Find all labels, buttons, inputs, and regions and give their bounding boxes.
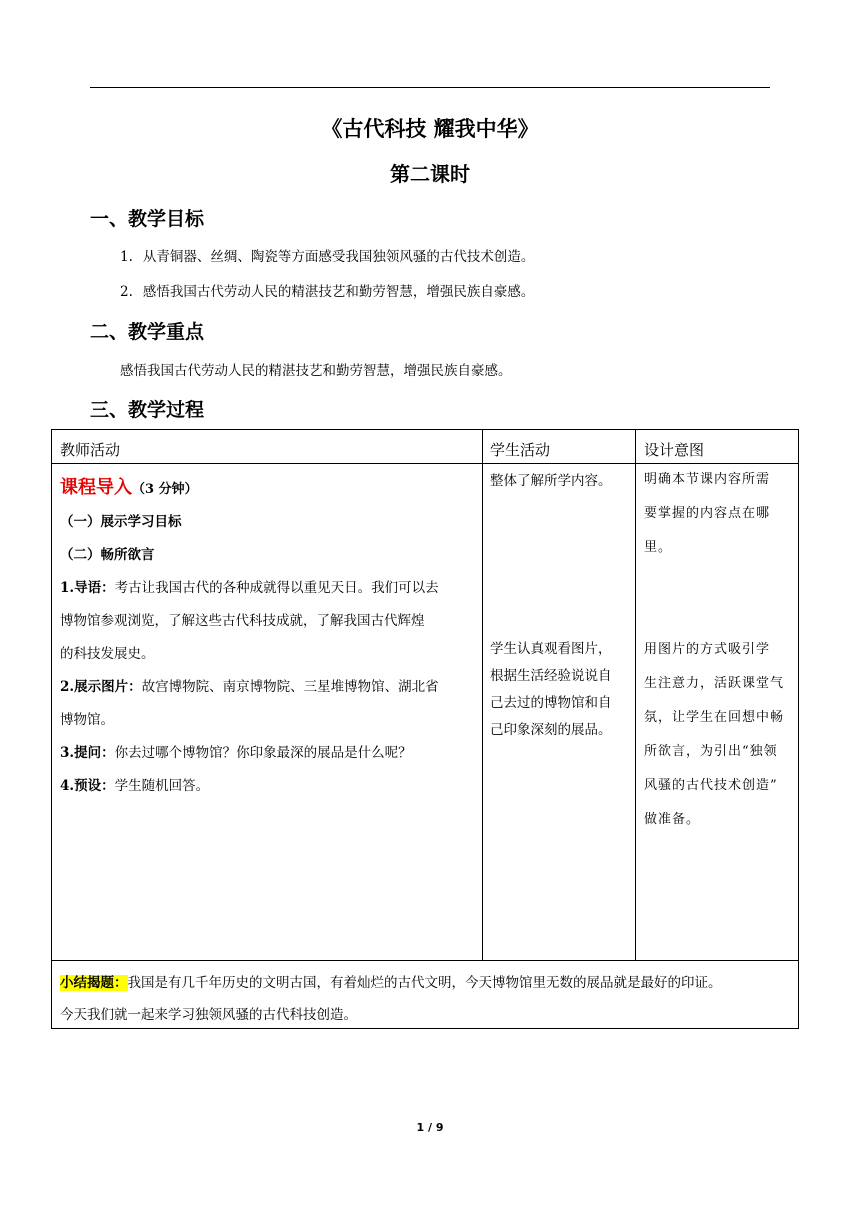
design-text-line: 用图片的方式吸引学 xyxy=(644,642,771,657)
page-indicator: 1 / 9 xyxy=(416,1121,444,1134)
header-student-activity: 学生活动 xyxy=(490,441,551,459)
goal-text: 从青铜器、丝绸、陶瓷等方面感受我国独领风骚的古代技术创造。 xyxy=(142,249,535,265)
student-text-line: 己去过的博物馆和自 xyxy=(490,695,612,711)
header-design-intent: 设计意图 xyxy=(644,441,705,459)
student-activity-block: 整体了解所学内容。 xyxy=(490,473,612,489)
intro-text-line: 考古让我国古代的各种成就得以重见天日。我们可以去 xyxy=(114,580,439,596)
section-heading-process: 三、教学过程 xyxy=(90,399,205,421)
design-text-line: 里。 xyxy=(644,540,673,555)
preset-text: 学生随机回答。 xyxy=(114,778,210,794)
show-pictures-paragraph xyxy=(60,671,476,704)
design-text-line: 要掌握的内容点在哪 xyxy=(644,506,771,521)
lead-in-heading xyxy=(60,471,476,506)
goal-number: 1. xyxy=(120,249,133,265)
intro-text-line: 博物馆参观浏览，了解这些古代科技成就，了解我国古代辉煌 xyxy=(60,613,425,629)
lead-in-title: 课程导入 xyxy=(60,477,132,498)
process-table xyxy=(51,429,799,1029)
preset-label: 4.预设： xyxy=(60,778,115,794)
student-text-line: 己印象深刻的展品。 xyxy=(490,722,612,738)
summary-row xyxy=(60,967,798,1031)
section-heading-goals: 一、教学目标 xyxy=(90,208,205,230)
goal-text: 感悟我国古代劳动人民的精湛技艺和勤劳智慧，增强民族自豪感。 xyxy=(142,284,535,300)
column-divider xyxy=(482,430,483,960)
question-label: 3.提问： xyxy=(60,745,115,761)
document-subtitle: 第二课时 xyxy=(390,162,470,186)
student-activity-block xyxy=(490,636,636,744)
summary-line xyxy=(60,967,798,999)
step-show-goals: （一）展示学习目标 xyxy=(60,514,182,530)
design-text-line: 所欲言，为引出“独领 xyxy=(644,744,778,759)
show-pictures-text-line: 故宫博物院、南京博物院、三星堆博物馆、湖北省 xyxy=(141,679,439,695)
teacher-activity-cell xyxy=(60,471,476,803)
intro-text-line: 的科技发展史。 xyxy=(60,646,155,662)
design-text-line: 做准备。 xyxy=(644,812,701,827)
intro-paragraph xyxy=(60,572,476,605)
show-pictures-text-line: 博物馆。 xyxy=(60,712,114,728)
design-text-line: 氛，让学生在回想中畅 xyxy=(644,710,785,725)
design-text-line: 明确本节课内容所需 xyxy=(644,472,771,487)
student-text-line: 学生认真观看图片， xyxy=(490,641,612,657)
question-paragraph xyxy=(60,737,476,770)
header-teacher-activity: 教师活动 xyxy=(60,441,121,459)
goal-number: 2. xyxy=(120,284,133,300)
lead-in-duration: （3 分钟） xyxy=(132,482,198,497)
design-intent-block xyxy=(644,463,790,565)
design-text-line: 生注意力，活跃课堂气 xyxy=(644,676,785,691)
summary-row-divider xyxy=(52,960,798,961)
student-text-line: 根据生活经验说说自 xyxy=(490,668,612,684)
header-rule xyxy=(90,87,770,88)
design-intent-block xyxy=(644,633,790,837)
goal-item xyxy=(120,245,534,265)
design-text-line: 风骚的古代技术创造” xyxy=(644,778,778,793)
summary-text: 我国是有几千年历史的文明古国，有着灿烂的古代文明，今天博物馆里无数的展品就是最好的印证。 xyxy=(127,975,722,991)
summary-line: 今天我们就一起来学习独领风骚的古代科技创造。 xyxy=(60,1007,357,1023)
step-discussion: （二）畅所欲言 xyxy=(60,547,155,563)
summary-label: 小结揭题： xyxy=(60,975,128,991)
question-text: 你去过哪个博物馆？你印象最深的展品是什么呢？ xyxy=(114,745,412,761)
show-pictures-label: 2.展示图片： xyxy=(60,679,142,695)
key-point-text: 感悟我国古代劳动人民的精湛技艺和勤劳智慧，增强民族自豪感。 xyxy=(120,363,512,379)
section-heading-key-points: 二、教学重点 xyxy=(90,321,205,343)
document-title: 《古代科技 耀我中华》 xyxy=(321,117,539,141)
goal-item xyxy=(120,280,534,300)
intro-label: 1.导语： xyxy=(60,580,115,596)
preset-paragraph xyxy=(60,770,476,803)
